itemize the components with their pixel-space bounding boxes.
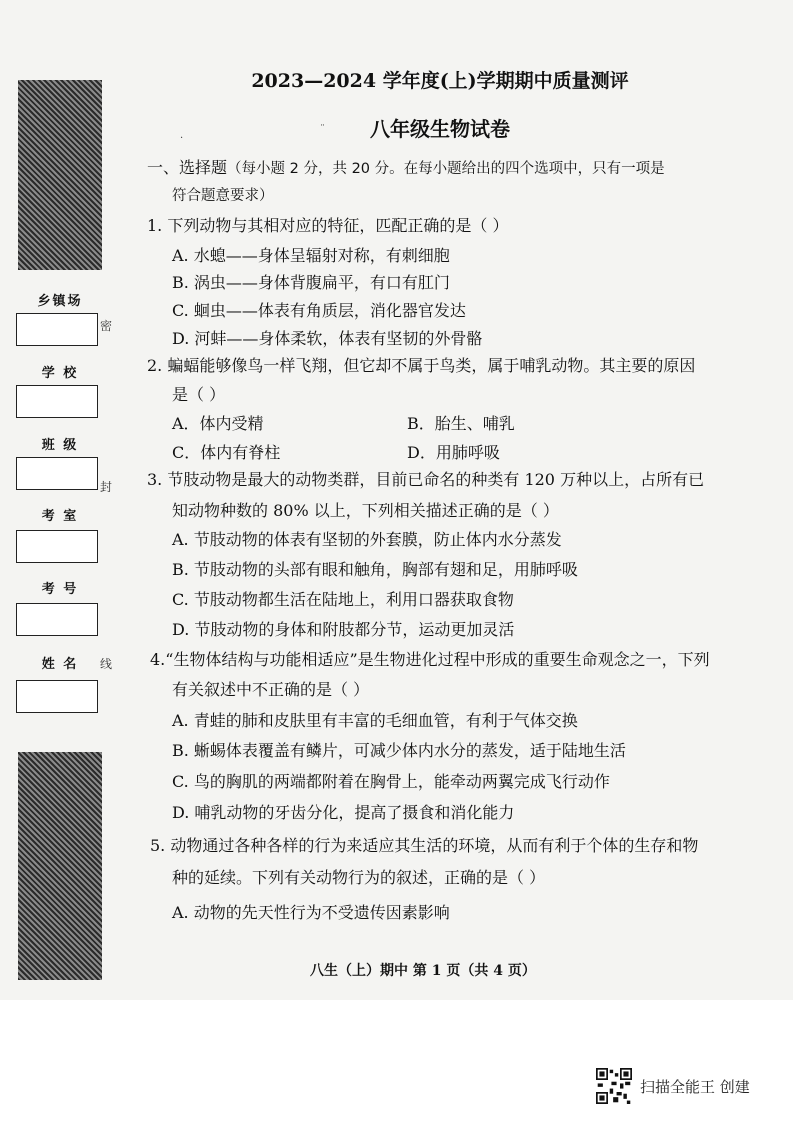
field-label-room: 考 室 [41,509,79,524]
question-3-option-a: A. 节肢动物的体表有坚韧的外套膜，防止体内水分蒸发 [172,530,562,549]
question-3-option-d: D. 节肢动物的身体和附肢都分节，运动更加灵活 [172,620,515,639]
field-label-name: 姓 名 [41,657,79,672]
field-label-class: 班 级 [41,438,79,453]
scan-speck: · [180,133,184,144]
field-box-exam-number[interactable] [16,603,98,636]
question-3-option-c: C. 节肢动物都生活在陆地上，利用口器获取食物 [172,590,514,609]
question-4-option-d: D. 哺乳动物的牙齿分化，提高了摄食和消化能力 [172,803,515,822]
question-4-option-a: A. 青蛙的肺和皮肤里有丰富的毛细血管，有利于气体交换 [172,711,578,730]
section-instructions-cont: 符合题意要求） [172,188,274,204]
question-3-stem: 3. 节肢动物是最大的动物类群，目前已命名的种类有 120 万种以上，占所有已 [147,470,705,489]
question-2-option-c: C．体内有脊柱 [172,443,281,462]
question-3-stem-cont: 知动物种数的 80% 以上，下列相关描述正确的是（ ） [172,501,559,520]
field-box-name[interactable] [16,680,98,713]
question-1-option-a: A. 水螅——身体呈辐射对称，有刺细胞 [172,246,450,265]
question-1-stem: 1. 下列动物与其相对应的特征，匹配正确的是（ ） [147,216,509,235]
field-label-school: 学 校 [41,366,79,381]
question-2-option-d: D．用肺呼吸 [407,443,500,462]
field-label-exam-number: 考 号 [41,582,79,597]
question-2-stem-cont: 是（ ） [172,385,226,404]
question-5-option-a: A. 动物的先天性行为不受遗传因素影响 [172,903,450,922]
question-3-option-b: B. 节肢动物的头部有眼和触角，胸部有翅和足，用肺呼吸 [172,560,578,579]
question-5-stem-cont: 种的延续。下列有关动物行为的叙述，正确的是（ ） [172,868,546,887]
section-header [147,155,665,178]
section-title: 一、选择题 [147,158,228,177]
field-box-town[interactable] [16,313,98,346]
question-2-option-a: A．体内受精 [172,414,264,433]
question-2-stem: 2. 蝙蝠能够像鸟一样飞翔，但它却不属于鸟类，属于哺乳动物。其主要的原因 [147,356,696,375]
exam-title: 2023—2024 学年度(上)学期期中质量测评 [251,70,629,92]
scan-badge-label: 扫描全能王 创建 [640,1077,750,1096]
scan-speck: ¨ [320,124,325,135]
exam-subtitle: 八年级生物试卷 [370,117,510,141]
question-4-stem: 4.“生物体结构与功能相适应”是生物进化过程中形成的重要生命观念之一，下列 [150,650,710,669]
question-1-option-d: D. 河蚌——身体柔软，体表有坚韧的外骨骼 [172,329,483,348]
qr-code-icon [596,1068,632,1104]
question-4-option-b: B. 蜥蜴体表覆盖有鳞片，可减少体内水分的蒸发，适于陆地生活 [172,741,626,760]
scan-badge [596,1068,750,1104]
question-4-option-c: C. 鸟的胸肌的两端都附着在胸骨上，能牵动两翼完成飞行动作 [172,772,610,791]
field-box-class[interactable] [16,457,98,490]
field-box-room[interactable] [16,530,98,563]
binding-margin-pattern-bottom [18,752,102,980]
field-box-school[interactable] [16,385,98,418]
seal-char-xian: 线 [100,657,113,671]
question-1-option-c: C. 蛔虫——体表有角质层，消化器官发达 [172,301,466,320]
page-footer: 八生（上）期中 第 1 页（共 4 页） [310,963,536,979]
binding-margin-pattern-top [18,80,102,270]
question-4-stem-cont: 有关叙述中不正确的是（ ） [172,680,370,699]
question-2-option-b: B．胎生、哺乳 [407,414,515,433]
field-label-town: 乡镇场 [37,294,83,309]
question-1-option-b: B. 涡虫——身体背腹扁平，有口有肛门 [172,273,450,292]
seal-char-mi: 密 [100,319,113,333]
section-instructions: （每小题 2 分，共 20 分。在每小题给出的四个选项中，只有一项是 [227,161,665,177]
question-5-stem: 5. 动物通过各种各样的行为来适应其生活的环境，从而有利于个体的生存和物 [150,836,699,855]
seal-char-feng: 封 [100,480,113,494]
